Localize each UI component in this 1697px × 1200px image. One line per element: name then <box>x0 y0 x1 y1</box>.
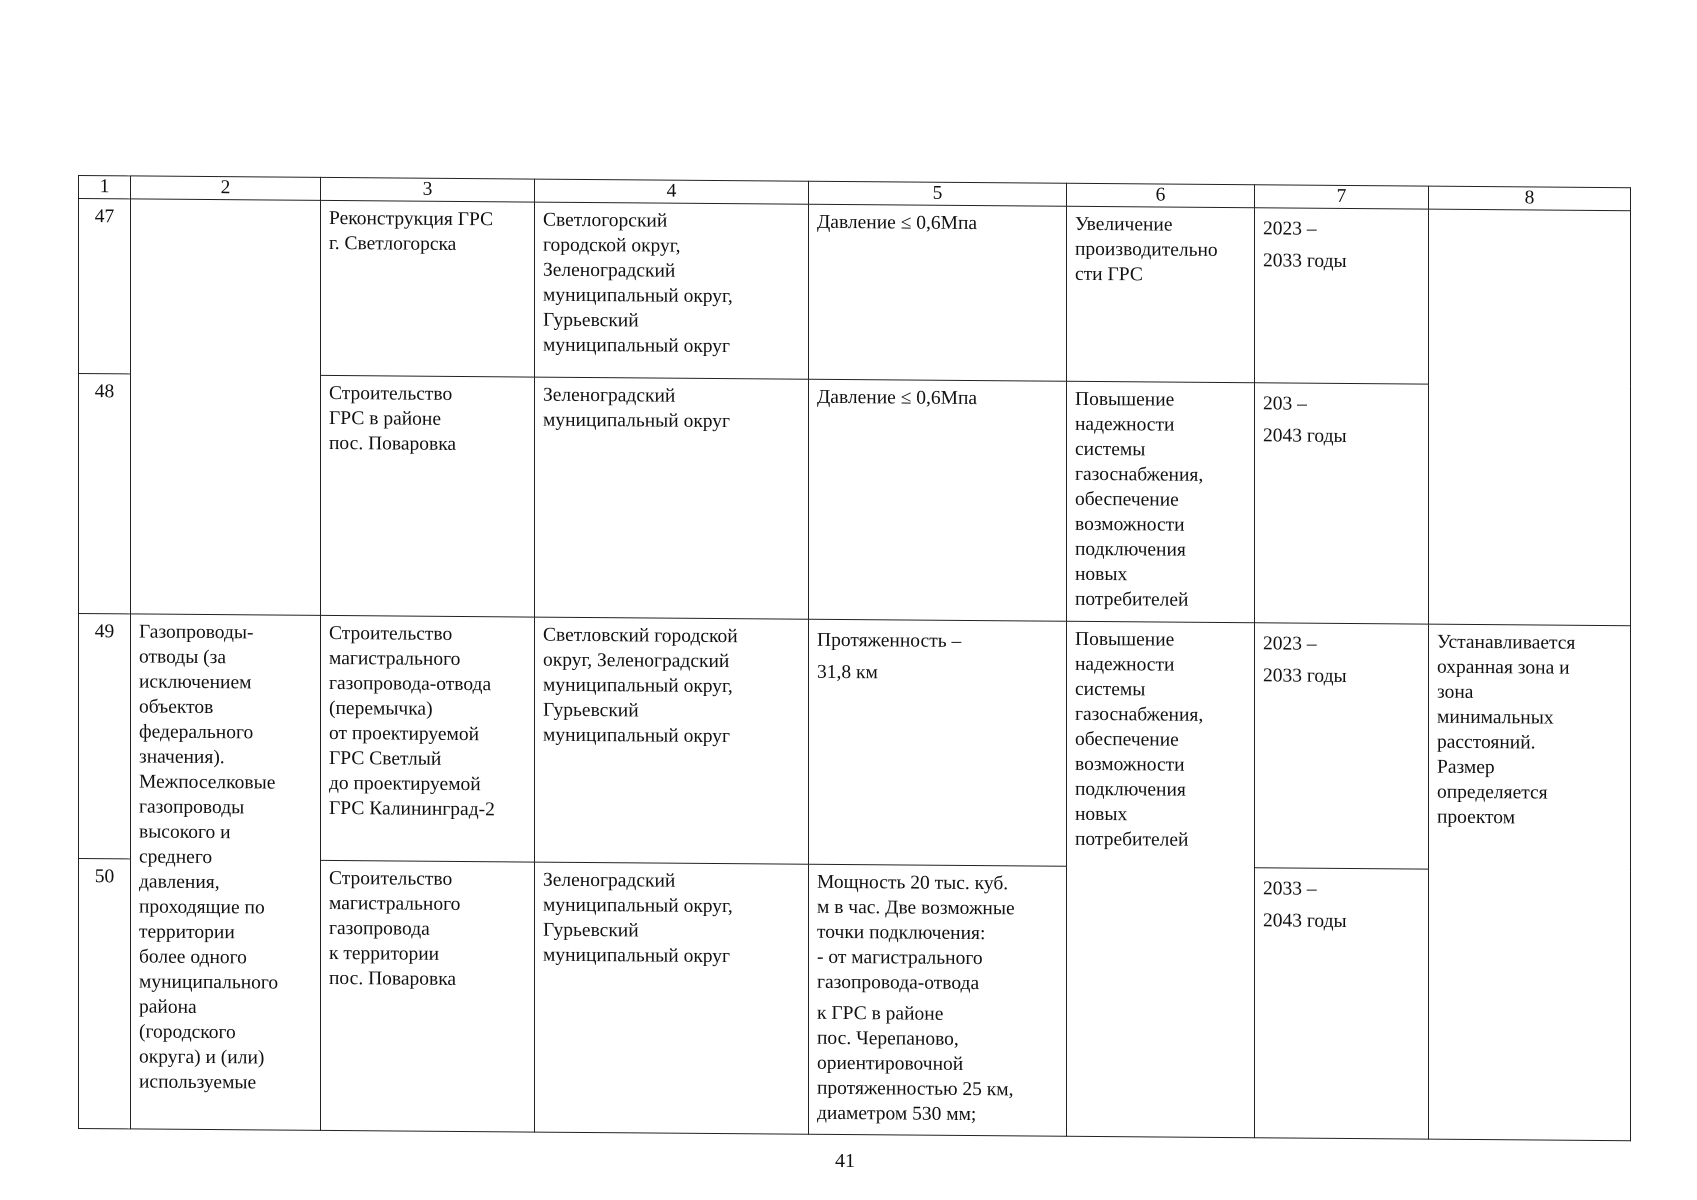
column-header-6: 6 <box>1067 183 1255 207</box>
object-name-cell: Реконструкция ГРС г. Светлогорска <box>321 200 535 377</box>
object-name-cell: Строительство ГРС в районе пос. Поваровка <box>321 375 535 617</box>
column-header-3: 3 <box>321 177 535 202</box>
column-header-5: 5 <box>809 181 1067 206</box>
period-cell: 203 – 2043 годы <box>1255 383 1429 624</box>
planning-table <box>78 175 1631 1141</box>
object-name-cell: Строительство магистрального газопровода к территории пос. Поваровка <box>321 860 535 1132</box>
location-cell: Зеленоградский муниципальный округ, Гурьевский муниципальный округ <box>535 862 809 1134</box>
zone-cell-empty <box>1429 209 1631 626</box>
period-cell: 2023 – 2033 годы <box>1255 623 1429 869</box>
column-header-8: 8 <box>1429 186 1631 211</box>
row-number: 47 <box>79 199 131 374</box>
object-type-cell-empty <box>131 199 321 615</box>
table-row <box>79 614 1631 871</box>
purpose-cell: Повышение надежности системы газоснабжения, обеспечение возможности подключения новых потребителей <box>1067 381 1255 622</box>
object-name-cell: Строительство магистрального газопровода-отвода (перемычка) от проектируемой ГРС Светлый до проектируемой ГРС Калининград-2 <box>321 615 535 862</box>
characteristics-cell: Мощность 20 тыс. куб. м в час. Две возможные точки подключения: - от магистрального газопровода-отвода к ГРС в районе пос. Черепаново, ориентировочной протяженностью 25 км, диаметром 530 мм; <box>809 864 1067 1136</box>
row-number: 49 <box>79 614 131 859</box>
column-header-2: 2 <box>131 176 321 200</box>
object-type-cell: Газопроводы- отводы (за исключением объектов федерального значения). Межпоселковые газопроводы высокого и среднего давления, проходящие по территории более одного муниципального района (городского округа) и (или) используемые <box>131 614 321 1130</box>
location-cell: Светлогорский городской округ, Зеленоградский муниципальный округ, Гурьевский муниципальный округ <box>535 202 809 379</box>
zone-cell: Устанавливается охранная зона и зона минимальных расстояний. Размер определяется проектом <box>1429 624 1631 1141</box>
row-number: 48 <box>79 374 131 614</box>
characteristics-cell: Давление ≤ 0,6Мпа <box>809 204 1067 381</box>
column-header-7: 7 <box>1255 185 1429 209</box>
purpose-cell: Повышение надежности системы газоснабжения, обеспечение возможности подключения новых потребителей <box>1067 621 1255 1137</box>
row-number: 50 <box>79 859 131 1129</box>
location-cell: Зеленоградский муниципальный округ <box>535 377 809 619</box>
page-number: 41 <box>835 1150 855 1172</box>
table-row <box>79 199 1631 386</box>
period-cell: 2023 – 2033 годы <box>1255 208 1429 384</box>
purpose-cell: Увеличение производительно сти ГРС <box>1067 206 1255 382</box>
location-cell: Светловский городской округ, Зеленоградский муниципальный округ, Гурьевский муниципальный округ <box>535 617 809 864</box>
column-header-1: 1 <box>79 176 131 199</box>
column-header-4: 4 <box>535 179 809 204</box>
characteristics-cell: Протяженность – 31,8 км <box>809 619 1067 866</box>
characteristics-cell: Давление ≤ 0,6Мпа <box>809 379 1067 621</box>
period-cell: 2033 – 2043 годы <box>1255 868 1429 1139</box>
